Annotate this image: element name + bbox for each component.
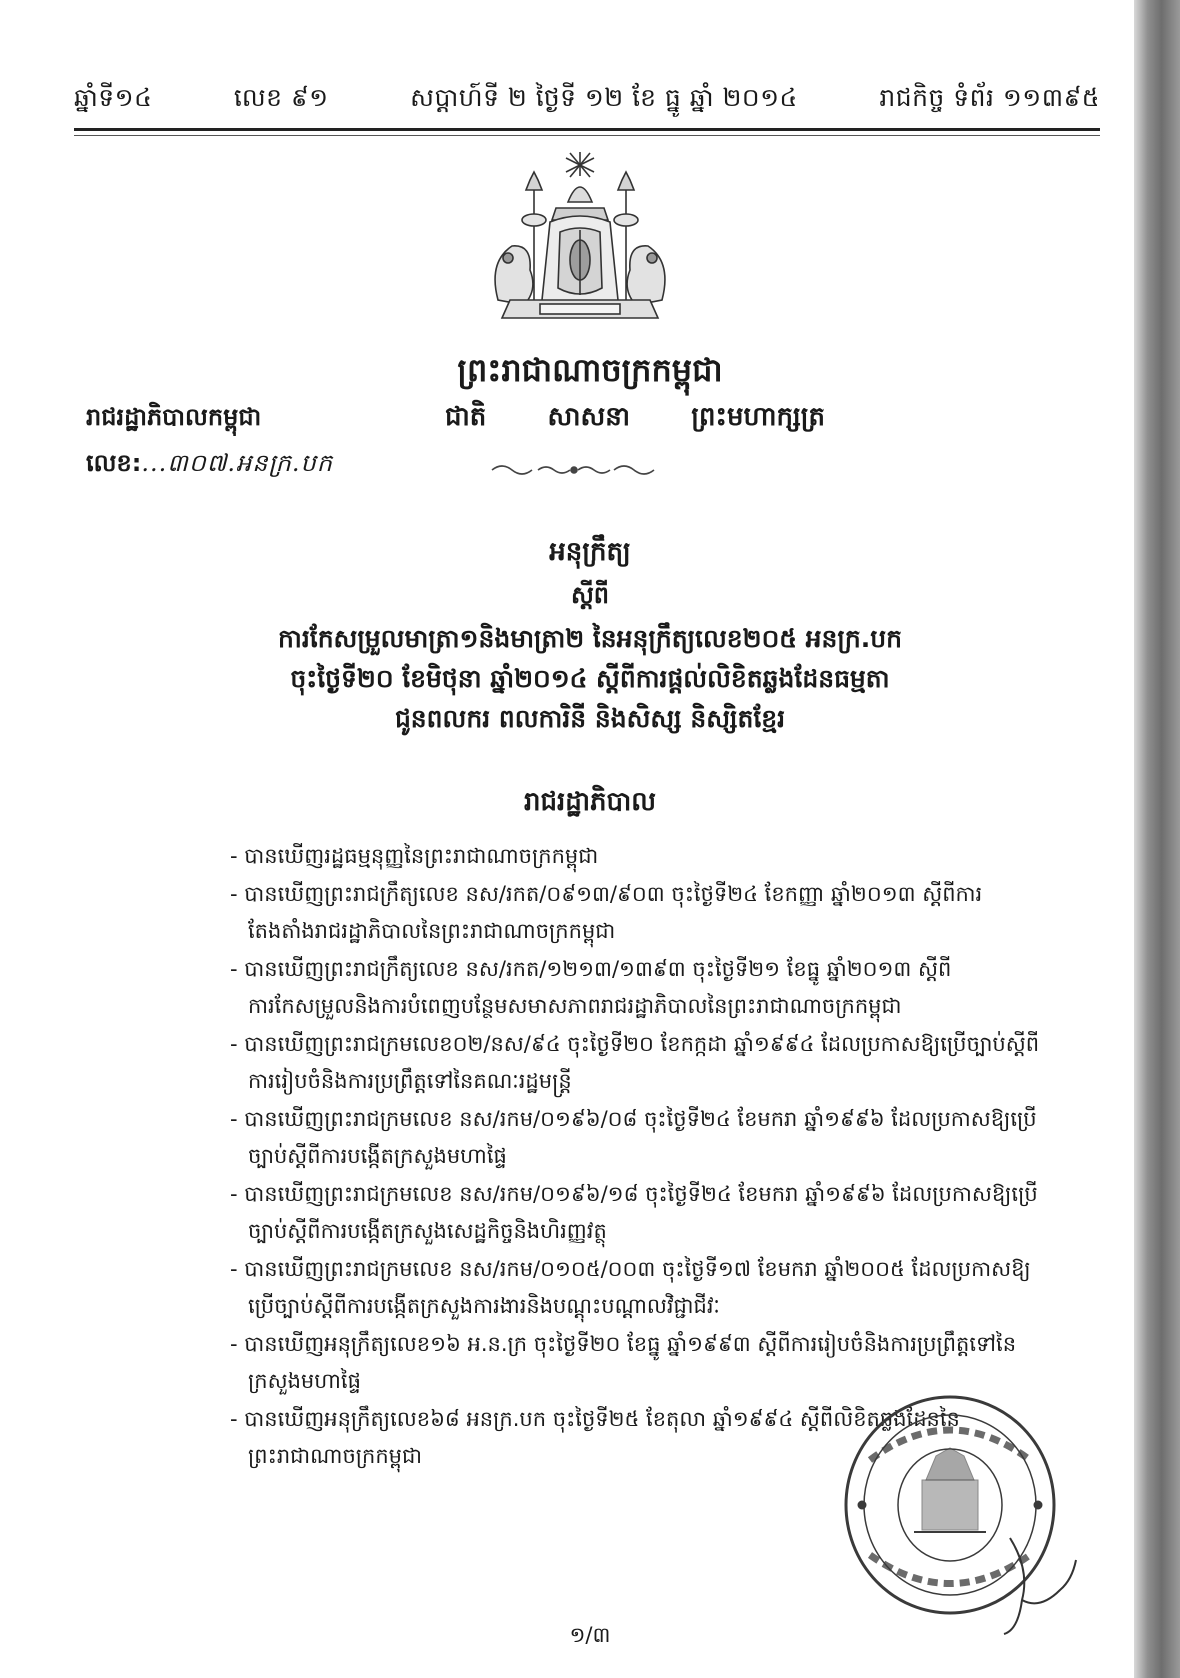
reference-item: - បានឃើញអនុក្រឹត្យលេខ៦៨ អនក្រ.បក ចុះថ្ងៃទី២៥ ខែតុលា ឆ្នាំ១៩៩៤ ស្តីពីលិខិតឆ្លងដែននៃព្រះរាជាណាចក្រកម្ពុជា (230, 1401, 1040, 1475)
document-title-line-3: ជូនពលករ ពលការិនី និងសិស្ស និស្សិតខ្មែរ (394, 704, 786, 733)
government-heading: រាជរដ្ឋាភិបាល (523, 787, 657, 817)
motto-king: ព្រះមហាក្សត្រ (691, 402, 825, 432)
reference-item: - បានឃើញរដ្ឋធម្មនុញ្ញនៃព្រះរាជាណាចក្រកម្ពុជា (230, 838, 1040, 875)
reference-item: - បានឃើញព្រះរាជក្រមលេខ នស/រកម/០១៩៦/០៨ ចុះថ្ងៃទី២៤ ខែមករា ឆ្នាំ១៩៩៦ ដែលប្រកាសឱ្យប្រើច្បាប់ស្តីពីការបង្កើតក្រសួងមហាផ្ទៃ (230, 1101, 1040, 1175)
gazette-issue: លេខ ៩១ (233, 83, 329, 112)
reference-item: - បានឃើញព្រះរាជក្រមលេខ នស/រកម/០១០៥/០០៣ ចុះថ្ងៃទី១៧ ខែមករា ឆ្នាំ២០០៥ ដែលប្រកាសឱ្យប្រើច្បាប់ស្តីពីការបង្កើតក្រសួងការងារនិងបណ្តុះបណ្តាលវិជ្ជាជីវៈ (230, 1251, 1040, 1325)
document-about: ស្តីពី (570, 581, 610, 609)
document-number (86, 448, 333, 483)
document-type: អនុក្រឹត្យ (549, 537, 631, 567)
number-label: លេខ: (86, 449, 142, 477)
ornament-divider-icon (488, 460, 658, 480)
gazette-date: សប្តាហ៍ទី ២ ថ្ងៃទី ១២ ខែ ធ្នូ ឆ្នាំ ២០១៤ (410, 83, 798, 112)
reference-item: - បានឃើញព្រះរាជក្រមលេខ០២/នស/៩៤ ចុះថ្ងៃទី២០ ខែកក្កដា ឆ្នាំ១៩៩៤ ដែលប្រកាសឱ្យប្រើច្បាប់ស្តីពីការរៀបចំនិងការប្រព្រឹត្តទៅនៃគណៈរដ្ឋមន្ត្រី (230, 1026, 1040, 1100)
signature-mark-icon (1000, 1530, 1080, 1640)
scan-edge-shadow (1134, 0, 1180, 1678)
document-title-line-1: ការកែសម្រួលមាត្រា១និងមាត្រា២ នៃអនុក្រឹត្យលេខ២០៥ អនក្រ.បក (278, 624, 902, 653)
reference-item: - បានឃើញអនុក្រឹត្យលេខ១៦ អ.ន.ក្រ ចុះថ្ងៃទី២០ ខែធ្នូ ឆ្នាំ១៩៩៣ ស្តីពីការរៀបចំនិងការប្រព្រឹត្តទៅនៃក្រសួងមហាផ្ទៃ (230, 1326, 1040, 1400)
reference-item: - បានឃើញព្រះរាជក្រមលេខ នស/រកម/០១៩៦/១៨ ចុះថ្ងៃទី២៤ ខែមករា ឆ្នាំ១៩៩៦ ដែលប្រកាសឱ្យប្រើច្បាប់ស្តីពីការបង្កើតក្រសួងសេដ្ឋកិច្ចនិងហិរញ្ញវត្ថុ (230, 1176, 1040, 1250)
gazette-header (74, 74, 1100, 131)
legal-references-list (230, 838, 1040, 1476)
royal-emblem-icon (480, 150, 680, 330)
document-title-line-2: ចុះថ្ងៃទី២០ ខែមិថុនា ឆ្នាំ២០១៤ ស្តីពីការផ្តល់លិខិតឆ្លងដែនធម្មតា (290, 664, 890, 693)
motto-nation: ជាតិ (445, 402, 487, 432)
gazette-page-ref: រាជកិច្ច ទំព័រ ១១៣៩៥ (879, 83, 1100, 112)
reference-item: - បានឃើញព្រះរាជក្រឹត្យលេខ នស/រកត/១២១៣/១៣៩៣ ចុះថ្ងៃទី២១ ខែធ្នូ ឆ្នាំ២០១៣ ស្តីពីការកែសម្រួលនិងការបំពេញបន្ថែមសមាសភាពរាជរដ្ឋាភិបាលនៃព្រះរាជាណាចក្រកម្ពុជា (230, 951, 1040, 1025)
motto-religion: សាសនា (547, 402, 631, 432)
kingdom-title: ព្រះរាជាណាចក្រកម្ពុជា (457, 351, 723, 389)
government-name: រាជរដ្ឋាភិបាលកម្ពុជា (86, 403, 262, 431)
page-number: ១/៣ (569, 1623, 611, 1647)
number-value: ...៣០៧.អនក្រ.បក (141, 449, 333, 477)
gazette-year: ឆ្នាំទី១៤ (74, 83, 153, 112)
reference-item: - បានឃើញព្រះរាជក្រឹត្យលេខ នស/រកត/០៩១៣/៩០៣ ចុះថ្ងៃទី២៤ ខែកញ្ញា ឆ្នាំ២០១៣ ស្តីពីការតែងតាំងរាជរដ្ឋាភិបាលនៃព្រះរាជាណាចក្រកម្ពុជា (230, 876, 1040, 950)
national-motto (445, 400, 825, 438)
